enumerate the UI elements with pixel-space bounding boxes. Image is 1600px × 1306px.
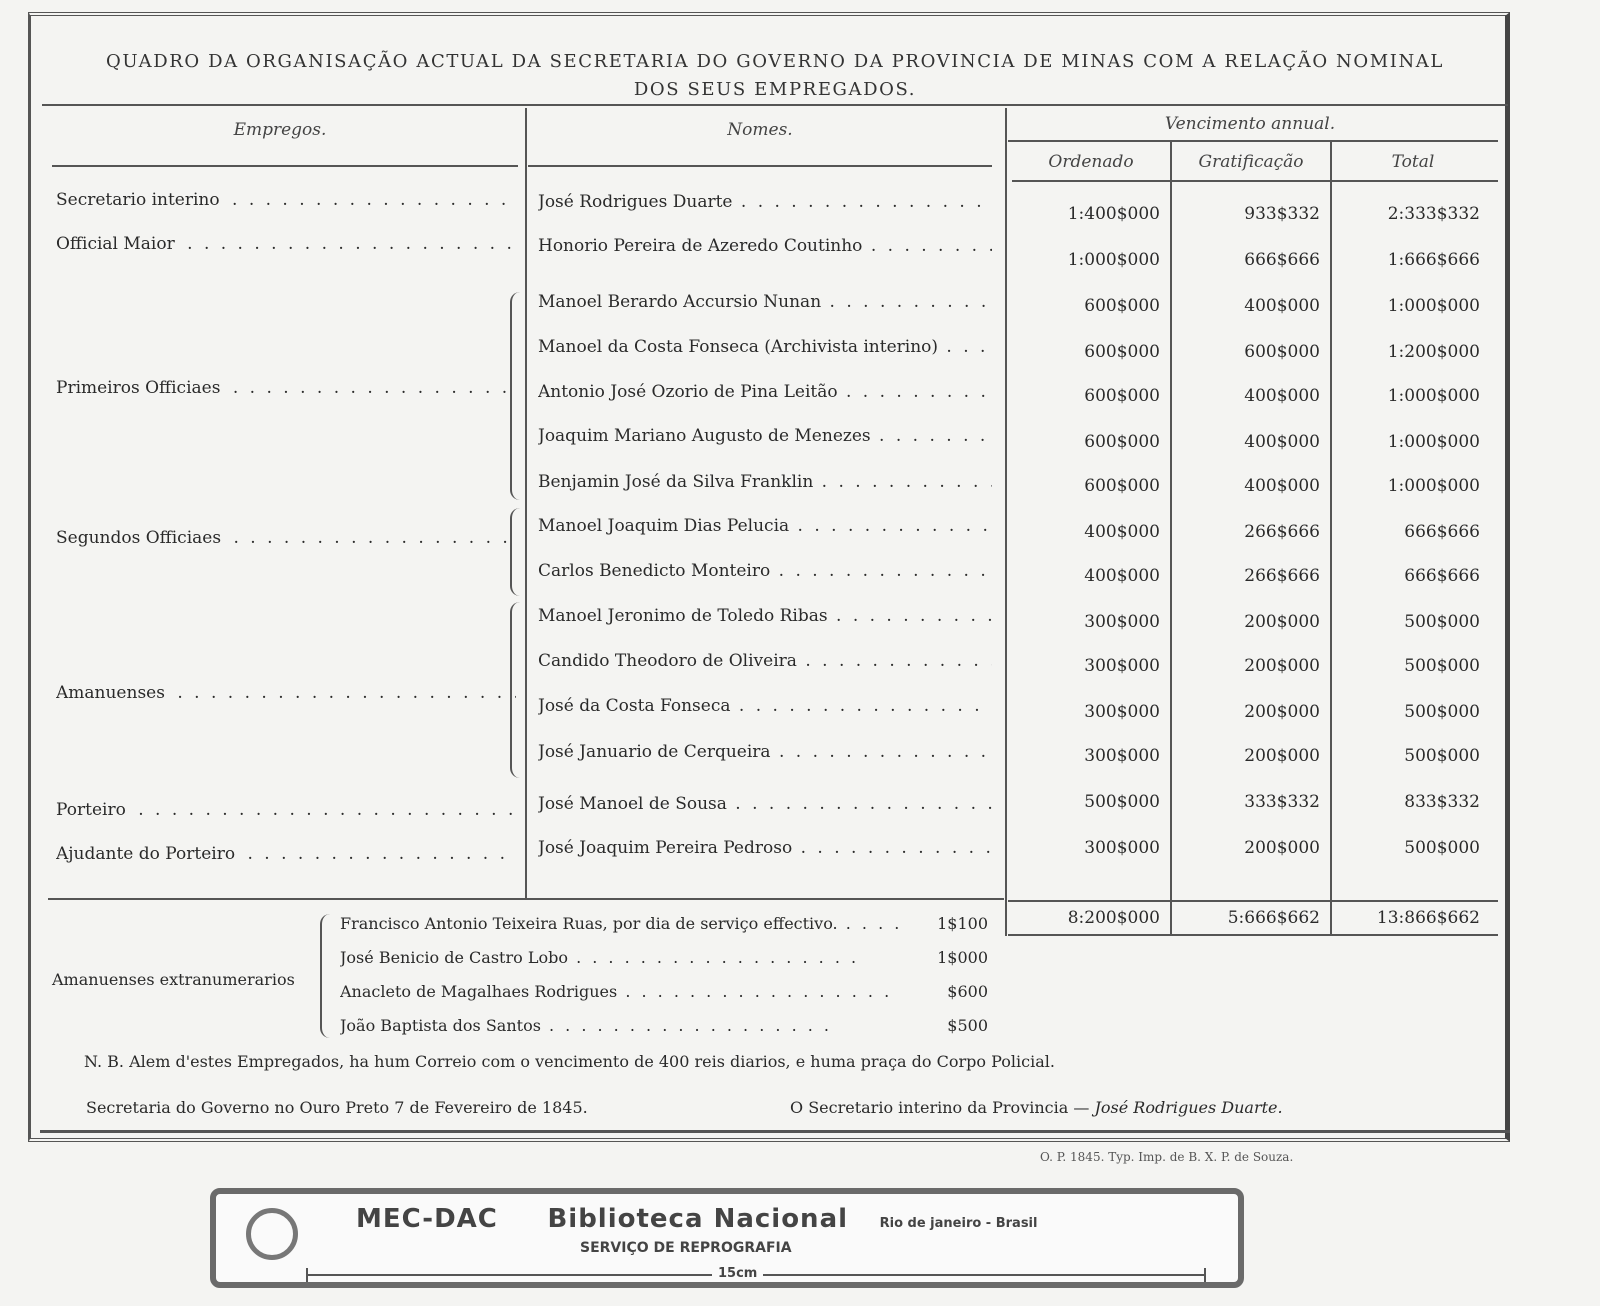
header-gratificacao: Gratificação (1198, 152, 1304, 172)
col-divider-nomes (525, 108, 527, 898)
stamp-servico: SERVIÇO DE REPROGRAFIA (580, 1240, 792, 1256)
row-name: Manoel Jeronimo de Toledo Ribas . . . (538, 606, 992, 626)
row-gratificacao: 200$000 (1244, 838, 1320, 858)
row-name: Antonio José Ozorio de Pina Leitão . . . (538, 382, 992, 402)
header-ordenado: Ordenado (1048, 152, 1134, 172)
row-total: 1:666$666 (1387, 250, 1480, 270)
row-total: 1:000$000 (1387, 432, 1480, 452)
employment-ajudante: Ajudante do Porteiro . . . (56, 844, 516, 864)
header-rule-vencimento (1008, 140, 1498, 142)
employment-official-maior: Official Maior . . . (56, 234, 516, 254)
row-ordenado: 300$000 (1084, 746, 1160, 766)
row-gratificacao: 200$000 (1244, 702, 1320, 722)
header-rule-subcols (1012, 180, 1498, 182)
row-total: 2:333$332 (1387, 204, 1480, 224)
imprint: O. P. 1845. Typ. Imp. de B. X. P. de Souza. (1040, 1150, 1294, 1164)
row-gratificacao: 266$666 (1244, 566, 1320, 586)
row-total: 500$000 (1404, 746, 1480, 766)
row-ordenado: 600$000 (1084, 296, 1160, 316)
row-ordenado: 1:400$000 (1067, 204, 1160, 224)
header-rule-empregos (52, 165, 518, 167)
library-stamp (210, 1188, 1244, 1288)
row-gratificacao: 666$666 (1244, 250, 1320, 270)
brace-extranumerarios (320, 914, 332, 1038)
row-total: 500$000 (1404, 702, 1480, 722)
row-total: 500$000 (1404, 838, 1480, 858)
row-total: 1:200$000 (1387, 342, 1480, 362)
row-name: José Joaquim Pereira Pedroso . . . (538, 838, 992, 858)
row-gratificacao: 933$332 (1244, 204, 1320, 224)
row-total: 1:000$000 (1387, 386, 1480, 406)
employment-primeiros: Primeiros Officiaes . . . (56, 378, 516, 398)
document-title (60, 48, 1490, 104)
row-gratificacao: 400$000 (1244, 432, 1320, 452)
row-ordenado: 300$000 (1084, 838, 1160, 858)
row-gratificacao: 600$000 (1244, 342, 1320, 362)
extranumerarios-label: Amanuenses extranumerarios (52, 970, 295, 989)
title-line-1: QUADRO DA ORGANISAÇÃO ACTUAL DA SECRETARIA DO GOVERNO DA PROVINCIA DE MINAS COM A RELAÇÃO NOMINAL (106, 51, 1444, 72)
employment-segundos: Segundos Officiaes . . . (56, 528, 516, 548)
row-ordenado: 400$000 (1084, 522, 1160, 542)
row-name: José Rodrigues Duarte . . . (538, 192, 992, 212)
row-total: 1:000$000 (1387, 296, 1480, 316)
employment-secretario: Secretario interino . . . (56, 190, 516, 210)
row-total: 666$666 (1404, 522, 1480, 542)
header-nomes: Nomes. (727, 120, 793, 140)
stamp-header (356, 1204, 1037, 1234)
row-total: 833$332 (1404, 792, 1480, 812)
row-name: Candido Theodoro de Oliveira . . . (538, 651, 992, 671)
row-name: Manoel Joaquim Dias Pelucia . . . (538, 516, 992, 536)
signature-name: José Rodrigues Duarte. (1094, 1098, 1283, 1117)
total-total: 13:866$662 (1376, 908, 1480, 928)
extranumerario-value: 1$100 (937, 914, 988, 933)
row-total: 1:000$000 (1387, 476, 1480, 496)
stamp-mec: MEC-DAC (356, 1204, 498, 1234)
row-ordenado: 600$000 (1084, 386, 1160, 406)
row-ordenado: 1:000$000 (1067, 250, 1160, 270)
row-gratificacao: 200$000 (1244, 612, 1320, 632)
row-total: 666$666 (1404, 566, 1480, 586)
row-ordenado: 600$000 (1084, 342, 1160, 362)
brace-segundos (510, 508, 522, 596)
row-name: Benjamin José da Silva Franklin . . . (538, 472, 992, 492)
row-ordenado: 600$000 (1084, 476, 1160, 496)
extranumerario-value: $600 (947, 982, 988, 1001)
row-ordenado: 300$000 (1084, 656, 1160, 676)
row-ordenado: 300$000 (1084, 612, 1160, 632)
row-name: José da Costa Fonseca . . . (538, 696, 992, 716)
row-name: Honorio Pereira de Azeredo Coutinho . . . (538, 236, 992, 256)
row-name: Manoel da Costa Fonseca (Archivista interino) . . . (538, 337, 992, 357)
header-rule-nomes (528, 165, 992, 167)
totals-bottom-rule (1008, 934, 1498, 936)
total-gratificacao: 5:666$662 (1227, 908, 1320, 928)
row-name: José Manoel de Sousa . . . (538, 794, 992, 814)
employment-porteiro: Porteiro . . . (56, 800, 516, 820)
employment-amanuenses: Amanuenses . . . (56, 683, 516, 703)
row-gratificacao: 400$000 (1244, 386, 1320, 406)
stamp-scale: 15cm (712, 1266, 763, 1281)
row-name: Joaquim Mariano Augusto de Menezes . . . (538, 426, 992, 446)
brace-amanuenses (510, 602, 522, 778)
row-name: Manoel Berardo Accursio Nunan . . . (538, 292, 992, 312)
place-date: Secretaria do Governo no Ouro Preto 7 de Fevereiro de 1845. (86, 1098, 588, 1117)
row-total: 500$000 (1404, 612, 1480, 632)
header-vencimento: Vencimento annual. (1164, 114, 1336, 134)
row-ordenado: 400$000 (1084, 566, 1160, 586)
row-gratificacao: 200$000 (1244, 656, 1320, 676)
row-ordenado: 500$000 (1084, 792, 1160, 812)
row-gratificacao: 333$332 (1244, 792, 1320, 812)
row-gratificacao: 266$666 (1244, 522, 1320, 542)
extranumerario-name: João Baptista dos Santos . . . (340, 1016, 900, 1035)
row-name: José Januario de Cerqueira . . . (538, 742, 992, 762)
extranumerario-name: José Benicio de Castro Lobo . . . (340, 948, 900, 967)
stamp-rio: Rio de janeiro - Brasil (879, 1216, 1038, 1231)
header-total: Total (1391, 152, 1435, 172)
extranumerario-value: 1$000 (937, 948, 988, 967)
extranumerario-value: $500 (947, 1016, 988, 1035)
signature-prefix: O Secretario interino da Provincia — (790, 1098, 1090, 1117)
total-ordenado: 8:200$000 (1067, 908, 1160, 928)
signature (790, 1098, 1283, 1117)
title-line-2: DOS SEUS EMPREGADOS. (633, 79, 917, 100)
row-gratificacao: 400$000 (1244, 476, 1320, 496)
header-rule-top (42, 104, 1508, 106)
footer-rule (40, 1130, 1510, 1133)
nb-note: N. B. Alem d'estes Empregados, ha hum Correio com o vencimento de 400 reis diarios, e huma praça do Corpo Policial. (84, 1052, 1055, 1071)
extranumerario-name: Francisco Antonio Teixeira Ruas, por dia de serviço effectivo. . . . (340, 914, 900, 933)
row-total: 500$000 (1404, 656, 1480, 676)
extranumerario-name: Anacleto de Magalhaes Rodrigues . . . (340, 982, 900, 1001)
row-gratificacao: 400$000 (1244, 296, 1320, 316)
totals-top-rule (1008, 900, 1498, 902)
row-ordenado: 300$000 (1084, 702, 1160, 722)
header-empregos: Empregos. (233, 120, 327, 140)
row-ordenado: 600$000 (1084, 432, 1160, 452)
row-name: Carlos Benedicto Monteiro . . . (538, 561, 992, 581)
stamp-biblioteca: Biblioteca Nacional (547, 1204, 849, 1234)
table-bottom-rule (48, 898, 1004, 900)
brace-primeiros (510, 292, 522, 500)
stamp-seal-icon (246, 1208, 298, 1260)
row-gratificacao: 200$000 (1244, 746, 1320, 766)
col-divider-ordenado (1005, 108, 1007, 936)
